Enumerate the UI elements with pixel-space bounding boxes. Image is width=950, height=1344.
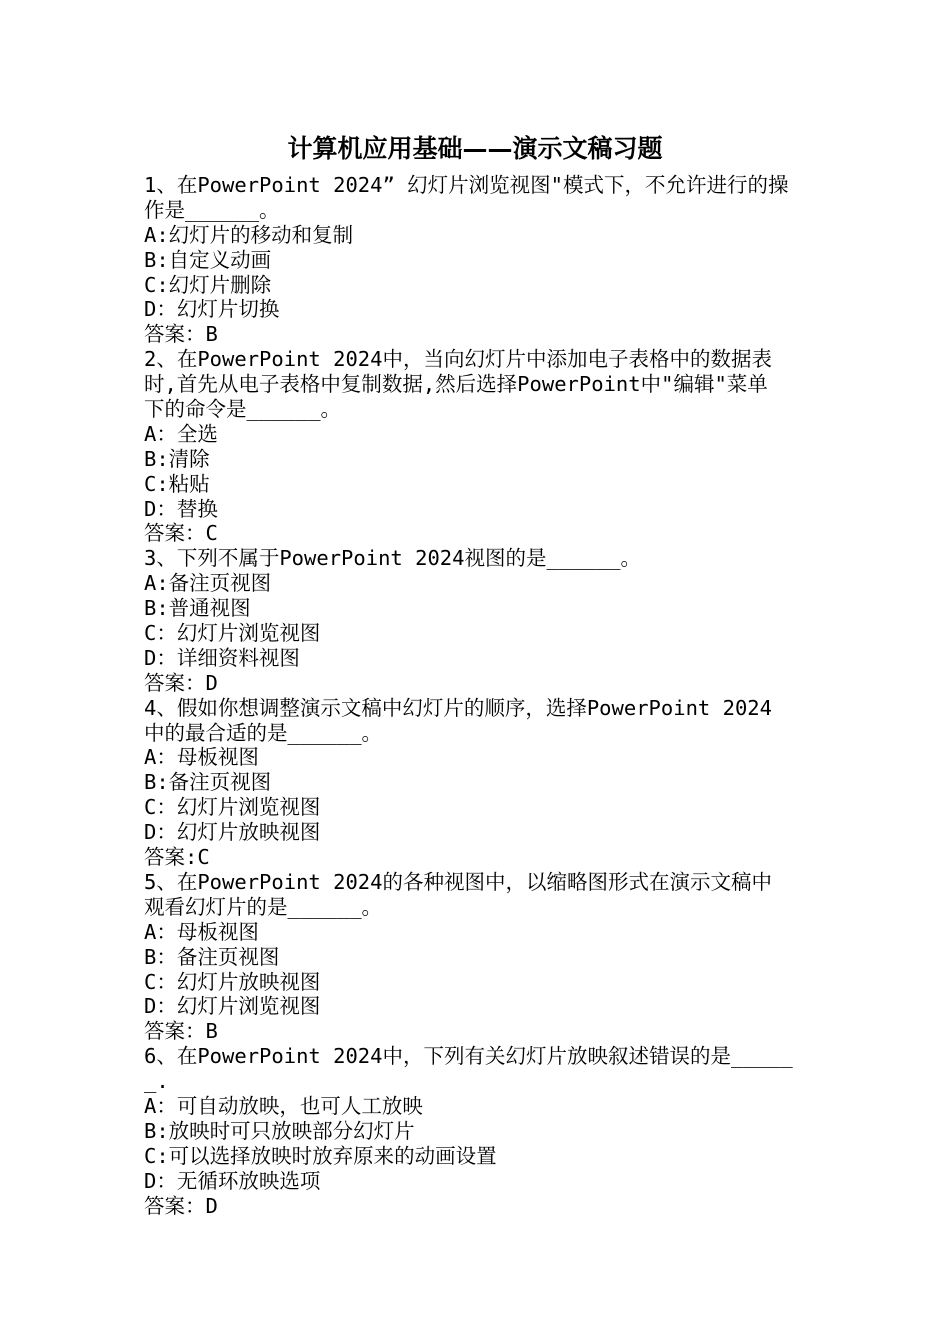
text-line: 1、在PowerPoint 2024” 幻灯片浏览视图"模式下，不允许进行的操 xyxy=(144,173,789,197)
text-line: D：幻灯片切换 xyxy=(144,297,280,322)
text-line: 答案:C xyxy=(144,845,210,870)
text-line: B:清除 xyxy=(144,446,210,471)
text-line: A:备注页视图 xyxy=(144,571,272,596)
text-line: A：母板视图 xyxy=(144,919,259,944)
document-body xyxy=(144,173,809,1218)
text-line: 5、在PowerPoint 2024的各种视图中，以缩略图形式在演示文稿中 xyxy=(144,869,772,894)
text-line: A：可自动放映，也可人工放映 xyxy=(144,1093,423,1118)
text-line: 4、假如你想调整演示文稿中幻灯片的顺序，选择PowerPoint 2024 xyxy=(144,695,772,720)
text-line: B:普通视图 xyxy=(144,596,251,621)
text-line: 下的命令是______。 xyxy=(144,397,342,422)
text-line: C：幻灯片浏览视图 xyxy=(144,795,321,820)
text-line: 3、下列不属于PowerPoint 2024视图的是______。 xyxy=(144,546,642,571)
text-line: 答案：D xyxy=(144,670,218,695)
text-line: A：母板视图 xyxy=(144,745,259,770)
text-line: 2、在PowerPoint 2024中，当向幻灯片中添加电子表格中的数据表 xyxy=(144,347,772,372)
text-line: A：全选 xyxy=(144,421,218,446)
text-line: A:幻灯片的移动和复制 xyxy=(144,222,354,247)
text-line: 答案：D xyxy=(144,1193,218,1218)
text-line: 时,首先从电子表格中复制数据,然后选择PowerPoint中"编辑"菜单 xyxy=(144,372,768,397)
text-line: C:幻灯片删除 xyxy=(144,272,272,297)
text-line: 中的最合适的是______。 xyxy=(144,720,383,745)
text-line: B:放映时可只放映部分幻灯片 xyxy=(144,1118,415,1143)
text-line: 作是______。 xyxy=(144,197,280,222)
text-line: _. xyxy=(144,1069,169,1094)
document-title: 计算机应用基础——演示文稿习题 xyxy=(287,134,663,163)
text-line: C：幻灯片浏览视图 xyxy=(144,621,321,646)
text-line: D：无循环放映选项 xyxy=(144,1168,321,1193)
text-line: 答案：B xyxy=(144,1019,218,1044)
text-line: 答案：C xyxy=(144,521,218,546)
text-line: B:备注页视图 xyxy=(144,770,272,795)
text-line: D：详细资料视图 xyxy=(144,645,300,670)
text-line: D：幻灯片浏览视图 xyxy=(144,994,321,1019)
text-line: 答案：B xyxy=(144,322,218,347)
text-line: 6、在PowerPoint 2024中，下列有关幻灯片放映叙述错误的是_____ xyxy=(144,1044,793,1069)
text-line: D：替换 xyxy=(144,496,218,521)
text-line: C:粘贴 xyxy=(144,471,210,496)
text-line: B:自定义动画 xyxy=(144,247,272,272)
text-line: B：备注页视图 xyxy=(144,944,280,969)
text-line: C:可以选择放映时放弃原来的动画设置 xyxy=(144,1143,497,1168)
text-line: 观看幻灯片的是______。 xyxy=(144,894,383,919)
text-line: C：幻灯片放映视图 xyxy=(144,969,321,994)
text-line: D：幻灯片放映视图 xyxy=(144,820,321,845)
